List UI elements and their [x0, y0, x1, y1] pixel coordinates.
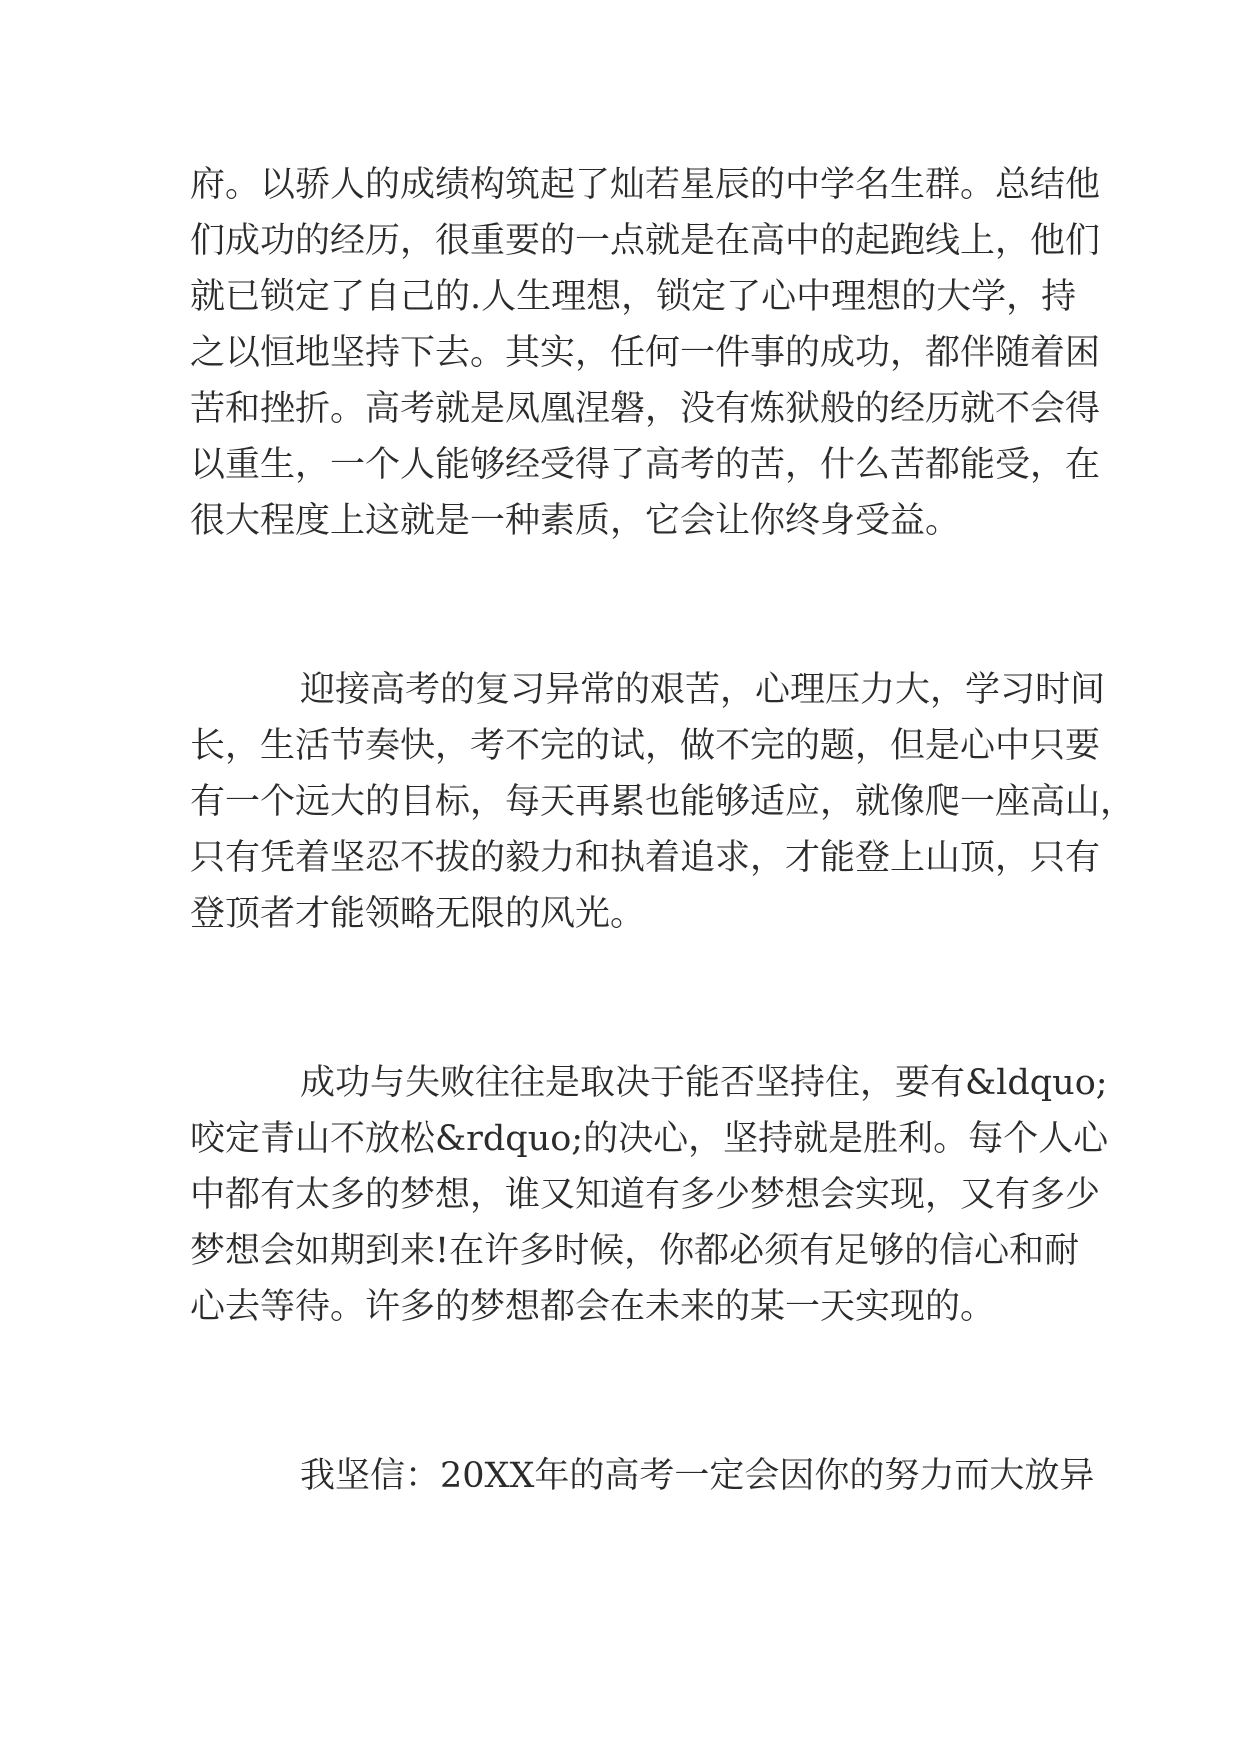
text-line: 很大程度上这就是一种素质，它会让你终身受益。 — [190, 501, 961, 541]
text-line: 府。以骄人的成绩构筑起了灿若星辰的中学名生群。总结他 — [190, 165, 1101, 205]
text-line: 们成功的经历，很重要的一点就是在高中的起跑线上，他们 — [190, 221, 1101, 261]
text-line: 长，生活节奏快，考不完的试，做不完的题，但是心中只要 — [190, 726, 1101, 766]
text-line: 以重生，一个人能够经受得了高考的苦，什么苦都能受，在 — [190, 445, 1101, 485]
text-line: 中都有太多的梦想，谁又知道有多少梦想会实现，又有多少 — [190, 1175, 1101, 1215]
text-line: 只有凭着坚忍不拔的毅力和执着追求，才能登上山顶，只有 — [190, 838, 1101, 878]
text-line: 心去等待。许多的梦想都会在未来的某一天实现的。 — [190, 1287, 996, 1327]
text-line: 迎接高考的复习异常的艰苦，心理压力大，学习时间 — [300, 670, 1106, 710]
text-line: 我坚信：20XX年的高考一定会因你的努力而大放异 — [300, 1456, 1095, 1496]
text-line: 咬定青山不放松&rdquo;的决心，坚持就是胜利。每个人心 — [190, 1119, 1109, 1159]
text-line: 之以恒地坚持下去。其实，任何一件事的成功，都伴随着困 — [190, 333, 1101, 373]
text-line: 登顶者才能领略无限的风光。 — [190, 894, 646, 934]
text-line: 苦和挫折。高考就是凤凰涅磐，没有炼狱般的经历就不会得 — [190, 389, 1101, 429]
text-line: 就已锁定了自己的.人生理想，锁定了心中理想的大学，持 — [190, 277, 1077, 317]
text-line: 成功与失败往往是取决于能否坚持住，要有&ldquo; — [300, 1063, 1108, 1103]
text-line: 有一个远大的目标，每天再累也能够适应，就像爬一座高山， — [190, 782, 1136, 822]
text-line: 梦想会如期到来!在许多时候，你都必须有足够的信心和耐 — [190, 1231, 1080, 1271]
